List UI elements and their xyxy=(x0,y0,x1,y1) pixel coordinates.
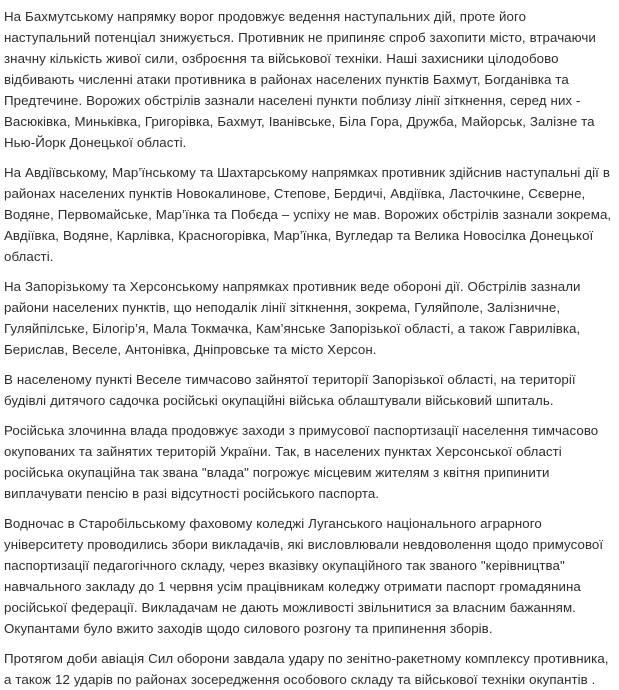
paragraph-zaporizhzhia-kherson-direction: На Запорізькому та Херсонському напрямках противник веде обороні дії. Обстрілів зазнали райони населених пунктів, що неподалік лінії зіткнення, зокрема, Гуляйполе, Залізничне, Гуляйпілське, Білогір’я, Мала Токмачка, Кам’янське Запорізької області, а також Гаврилівка, Берислав, Веселе, Антонівка, Дніпровське та місто Херсон. xyxy=(4,279,581,357)
paragraph-forced-passportization-kherson: Російська злочинна влада продовжує заходи з примусової паспортизації населення тимчасово окупованих та зайнятих територій України. Так, в населених пунктах Херсонської області російська окупаційна так звана "влада" погрожує місцевим жителям з квітня припинити виплачувати пенсію в разі відсутності російського паспорта. xyxy=(4,423,599,501)
paragraph-bakhmut-direction: На Бахмутському напрямку ворог продовжує ведення наступальних дій, проте його наступальний потенціал знижується. Противник не припиняє спроб захопити місто, втрачаючи значну кількість живої сили, озброєння та військової техніки. Наші захисники цілодобово відбивають численні атаки противника в районах населених пунктів Бахмут, Богданівка та Предтечине. Ворожих обстрілів зазнали населені пункти поблизу лінії зіткнення, серед них - Васюківка, Миньківка, Григорівка, Бахмут, Іванівське, Біла Гора, Дружба, Майорськ, Залізне та Нью-Йорк Донецької області. xyxy=(4,9,596,150)
paragraph-vesele-military-hospital: В населеному пункті Веселе тимчасово зайнятої території Запорізької області, на території будівлі дитячого садочка російські окупаційні війська облаштували військовий шпиталь. xyxy=(4,372,576,408)
paragraph-starobilsk-college-teachers: Водночас в Старобільському фаховому коледжі Луганського національного аграрного університету проводились збори викладачів, які висловлювали невдоволення щодо примусової паспортизації педагогічного складу, через вказівку окупаційного так званого "керівництва" навчального закладу до 1 червня усім працівникам коледжу отримати паспорт громадянина російської федерації. Викладачам не дають можливості звільнитися за власним бажанням. Окупантами було вжито заходів щодо силового розгону та припинення зборів. xyxy=(4,516,604,636)
paragraph-aviation-strikes-summary: Протягом доби авіація Сил оборони завдала удару по зенітно-ракетному комплексу противника, а також 12 ударів по районах зосередження особового складу та військової техніки окупантів . xyxy=(4,651,609,687)
paragraph-avdiivka-maryinka-shakhtarsk-direction: На Авдіївському, Мар’їнському та Шахтарському напрямках противник здійснив наступальні дії в районах населених пунктів Новокалинове, Степове, Бердичі, Авдіївка, Ласточкине, Сєверне, Водяне, Первомайське, Мар’їнка та Побєда – успіху не мав. Ворожих обстрілів зазнали зокрема, Авдіївка, Водяне, Карлівка, Красногорівка, Мар’їнка, Вугледар та Велика Новосілка Донецької області. xyxy=(4,165,612,264)
